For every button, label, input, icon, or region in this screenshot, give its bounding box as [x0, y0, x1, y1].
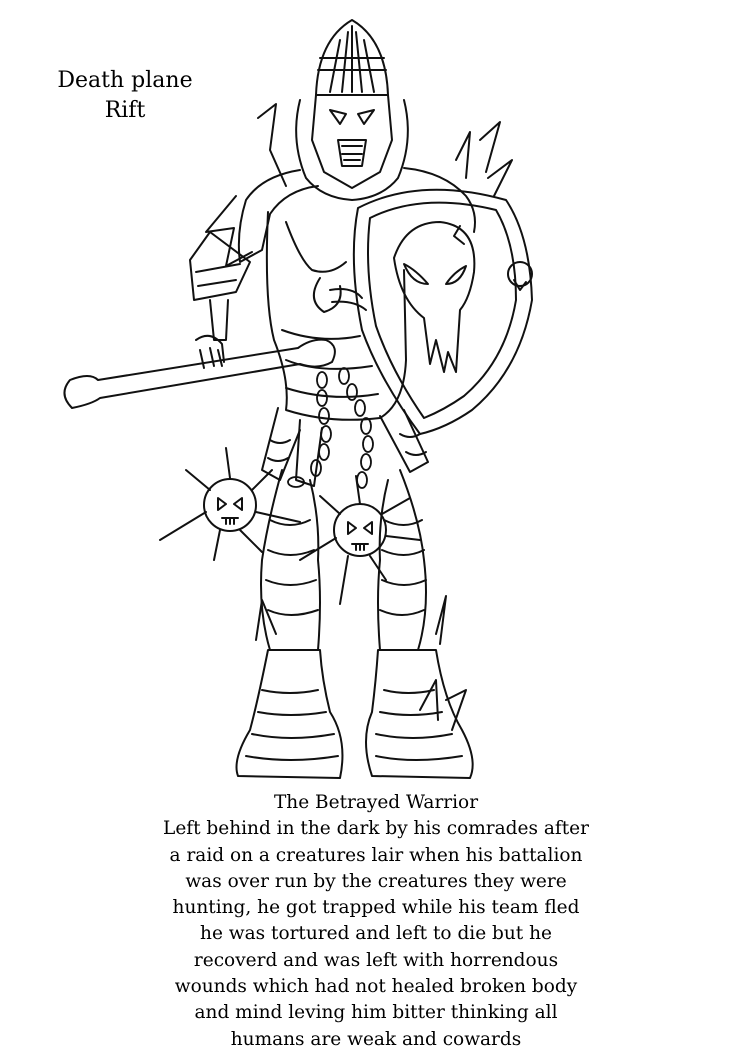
caption-line: a raid on a creatures lair when his battalion — [169, 844, 583, 866]
chain — [288, 368, 373, 488]
legs — [256, 470, 446, 650]
caption-line: and mind leving him bitter thinking all — [194, 1002, 558, 1024]
caption-line: Left behind in the dark by his comrades after — [163, 818, 589, 840]
caption-line: recoverd and was left with horrendous — [193, 949, 559, 971]
helmet — [296, 20, 408, 200]
skull-shield — [354, 190, 532, 434]
boots — [237, 650, 473, 778]
caption — [116, 790, 636, 1053]
caption-line: hunting, he got trapped while his team fled — [172, 897, 580, 919]
bone-club — [64, 336, 334, 408]
caption-line: wounds which had not healed broken body — [174, 976, 578, 998]
torso — [267, 212, 406, 420]
caption-line: humans are weak and cowards — [230, 1028, 522, 1050]
heading-line-2: Rift — [104, 98, 146, 123]
left-arm — [190, 232, 250, 340]
flail-left — [160, 448, 300, 560]
caption-line: was over run by the creatures they were — [185, 870, 567, 892]
caption-line: he was tortured and left to die but he — [200, 923, 552, 945]
caption-title: The Betrayed Warrior — [273, 792, 479, 813]
heading-line-1: Death plane — [57, 68, 193, 93]
